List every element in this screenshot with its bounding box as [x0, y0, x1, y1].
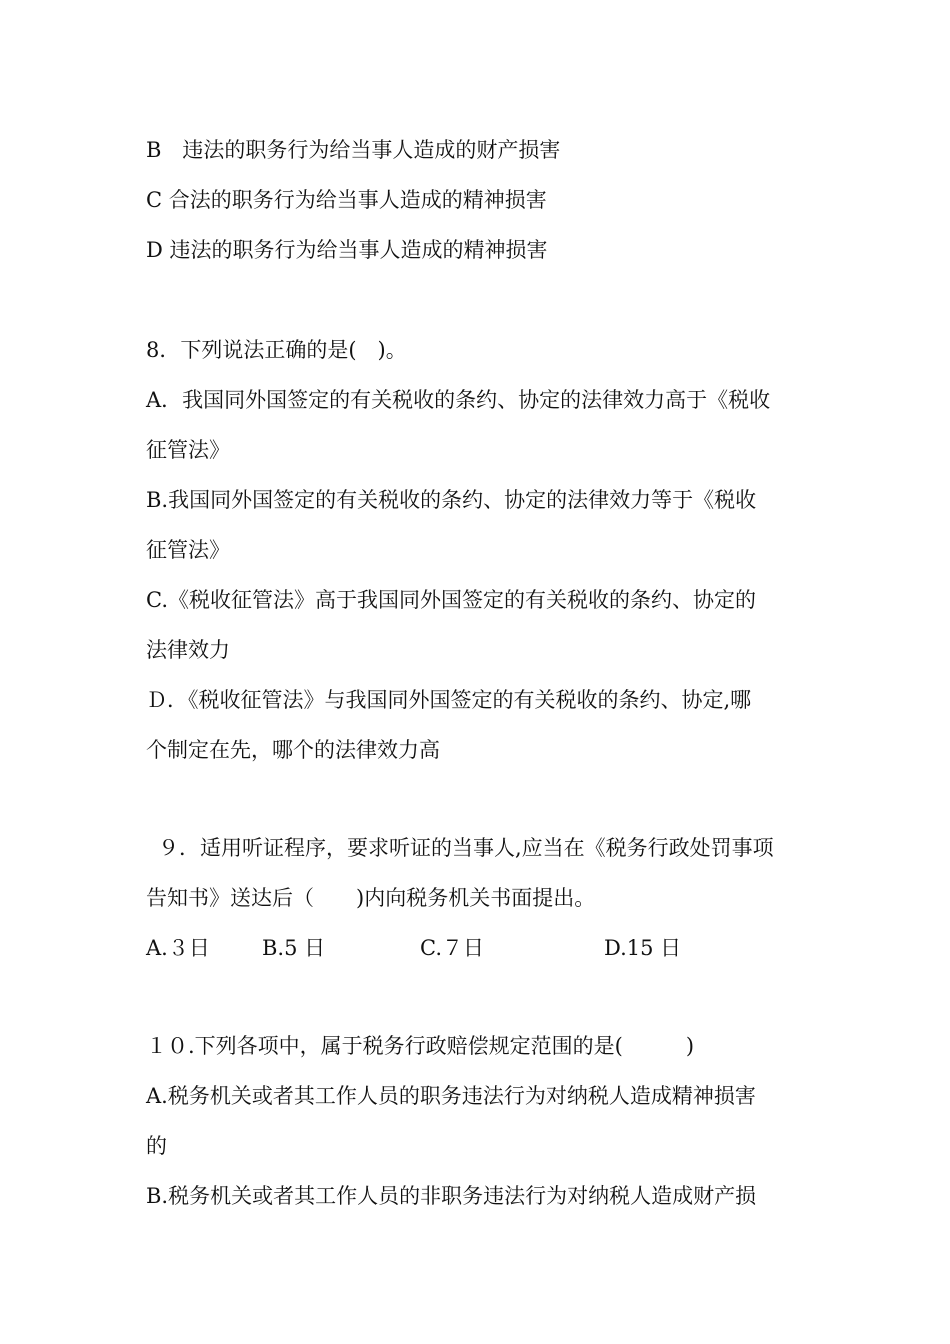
option-7d: D 违法的职务行为给当事人造成的精神损害	[146, 238, 548, 262]
option-8c: C.《税收征管法》高于我国同外国签定的有关税收的条约、协定的	[146, 588, 756, 612]
option-10b: B.税务机关或者其工作人员的非职务违法行为对纳税人造成财产损	[146, 1184, 757, 1208]
option-7c: C 合法的职务行为给当事人造成的精神损害	[146, 188, 547, 212]
option-9b: B.5 日	[262, 936, 326, 960]
question-9-cont: 告知书》送达后（ )内向税务机关书面提出。	[146, 886, 596, 910]
question-8: 8．下列说法正确的是( )。	[146, 338, 407, 362]
option-8b: B.我国同外国签定的有关税收的条约、协定的法律效力等于《税收	[146, 488, 757, 512]
option-10a-cont: 的	[146, 1134, 167, 1158]
option-8b-cont: 征管法》	[146, 538, 230, 562]
option-8d-cont: 个制定在先，哪个的法律效力高	[146, 738, 440, 762]
question-9: ９．适用听证程序，要求听证的当事人,应当在《税务行政处罚事项	[158, 836, 774, 860]
option-8a-cont: 征管法》	[146, 438, 230, 462]
option-9c: C.７日	[420, 936, 484, 960]
option-8d: Ｄ．《税收征管法》与我国同外国签定的有关税收的条约、协定,哪	[146, 688, 752, 712]
option-8a: A．我国同外国签定的有关税收的条约、协定的法律效力高于《税收	[146, 388, 771, 412]
question-10: １０.下列各项中，属于税务行政赔偿规定范围的是( )	[146, 1034, 695, 1058]
option-8c-cont: 法律效力	[146, 638, 230, 662]
option-9d: D.15 日	[604, 936, 682, 960]
option-10a: A.税务机关或者其工作人员的职务违法行为对纳税人造成精神损害	[146, 1084, 756, 1108]
option-9a: A.３日	[146, 936, 210, 960]
option-7b: B 违法的职务行为给当事人造成的财产损害	[146, 138, 561, 162]
